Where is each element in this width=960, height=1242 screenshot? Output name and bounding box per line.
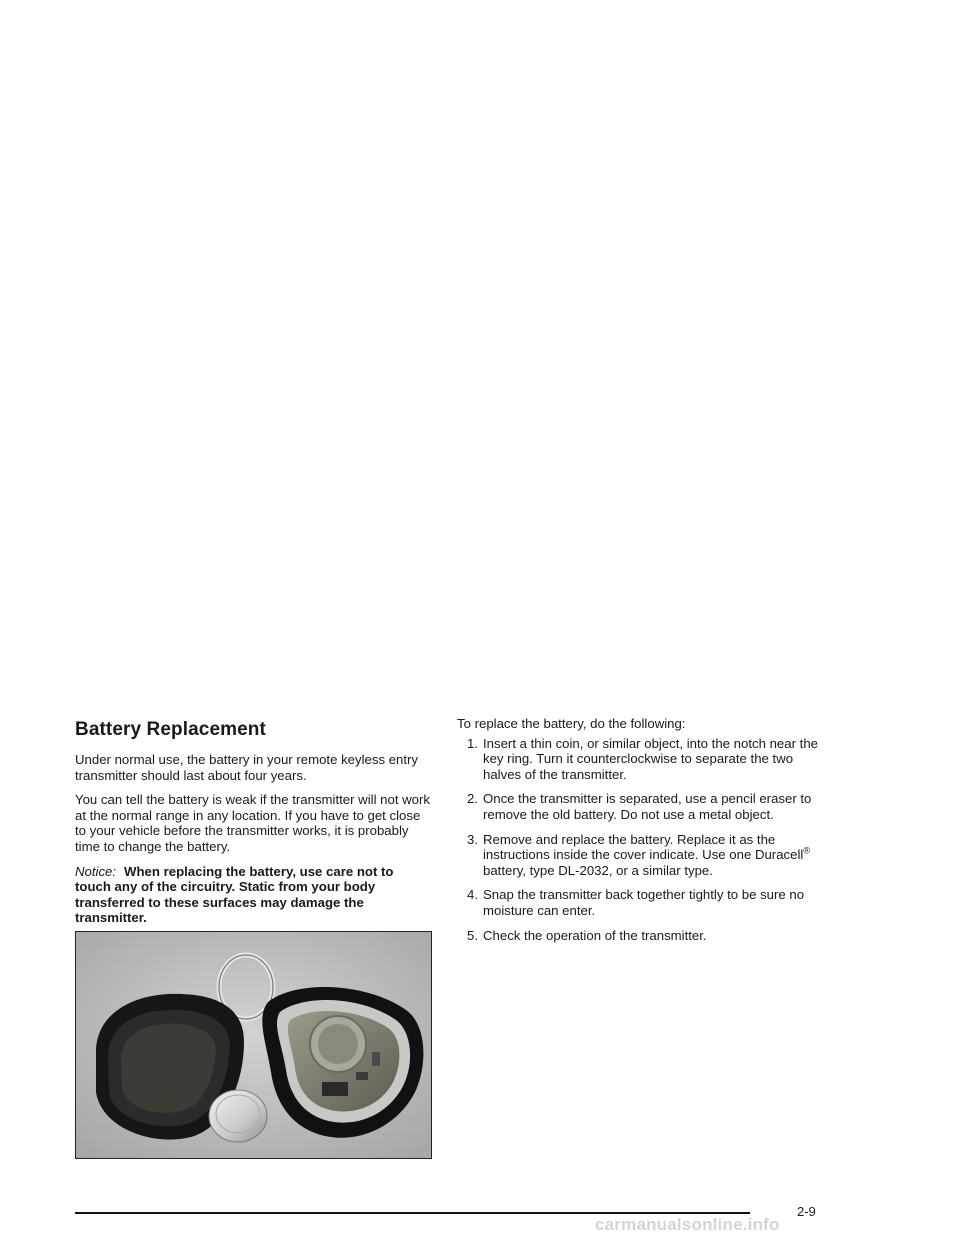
- procedure-steps: [457, 736, 832, 944]
- section-title: Battery Replacement: [75, 719, 266, 740]
- page-number: 2-9: [797, 1204, 816, 1219]
- right-column: [457, 716, 832, 952]
- list-item: 4. Snap the transmitter back together tightly to be sure no moisture can enter.: [467, 887, 805, 918]
- left-column: [75, 718, 433, 926]
- procedure-intro: To replace the battery, do the following:: [457, 716, 686, 731]
- footer-rule: [75, 1212, 750, 1214]
- paragraph-battery-life: Under normal use, the battery in your remote keyless entry transmitter should last about four years.: [75, 752, 419, 783]
- notice-label: Notice:: [75, 863, 117, 879]
- notice-text: When replacing the battery, use care not to touch any of the circuitry. Static from your body transferred to these surfaces may damage the transmitter.: [75, 863, 394, 926]
- list-item: 2. Once the transmitter is separated, use a pencil eraser to remove the old battery. Do not use a metal object.: [467, 791, 812, 822]
- transmitter-battery-photo: [75, 931, 432, 1159]
- list-item: 3. Remove and replace the battery. Replace it as the instructions inside the cover indicate. Use one Duracell® battery, type DL-2032, or a similar type.: [467, 831, 810, 878]
- registered-mark: ®: [803, 845, 810, 856]
- watermark: carmanualsonline.info: [595, 1215, 780, 1234]
- paragraph-weak-battery: You can tell the battery is weak if the transmitter will not work at the normal range in any location. If you have to get close to your vehicle before the transmitter works, it is probably time to change the battery.: [75, 792, 430, 854]
- notice-paragraph: [75, 864, 433, 926]
- list-item: 5. Check the operation of the transmitter.: [467, 927, 707, 943]
- list-item: 1. Insert a thin coin, or similar object, into the notch near the key ring. Turn it counterclockwise to separate the two halves of the transmitter.: [467, 735, 818, 782]
